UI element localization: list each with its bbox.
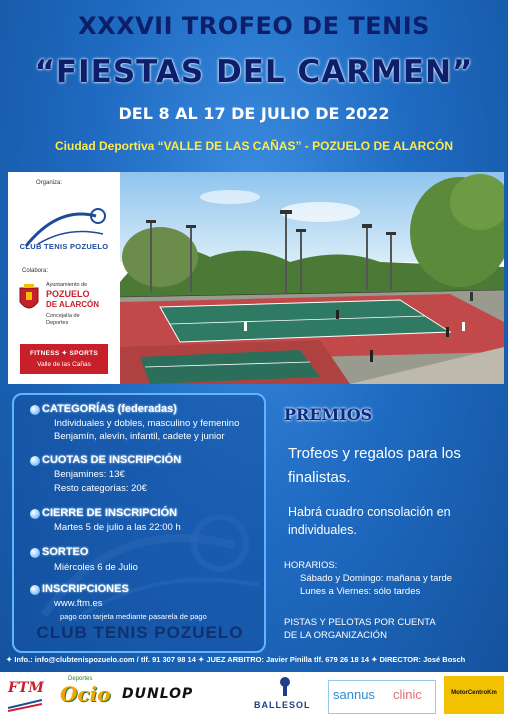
- ocio-logo: [56, 676, 112, 714]
- horarios-title: HORARIOS:: [284, 560, 338, 571]
- ftm-logo: [6, 676, 46, 714]
- sponsor-bar: [0, 672, 508, 718]
- contact-strip: [0, 650, 508, 672]
- payment-note: pago con tarjeta mediante pasarela de pago: [60, 612, 207, 621]
- coat-of-arms-icon: [18, 284, 40, 314]
- sorteo-title: SORTEO: [42, 546, 89, 558]
- ayto-line3: DE ALARCÓN: [46, 300, 100, 309]
- edition-heading: XXXVII TROFEO DE TENIS: [78, 12, 430, 40]
- ayto-line5: Deportes: [46, 320, 69, 326]
- ballesol-logo: [250, 676, 320, 714]
- pistas-line1: PISTAS Y PELOTAS POR CUENTA: [284, 617, 436, 628]
- main-title: “FIESTAS DEL CARMEN”: [34, 54, 474, 90]
- prize-line4: individuales.: [288, 523, 357, 537]
- colabora-label: Colabora:: [22, 268, 49, 274]
- dunlop-text: DUNLOP: [122, 686, 194, 702]
- clinic-text: clinic: [393, 687, 422, 702]
- ocio-sub: Deportes: [68, 676, 93, 682]
- premios-title: PREMIOS: [284, 405, 373, 424]
- dates-heading: DEL 8 AL 17 DE JULIO DE 2022: [118, 104, 390, 123]
- ayto-line1: Ayuntamiento de: [46, 282, 88, 288]
- sorteo-line1: Miércoles 6 de Julio: [54, 562, 138, 573]
- prize-line3: Habrá cuadro consolación en: [288, 505, 451, 519]
- dunlop-logo: [122, 676, 240, 714]
- motor-centro-text: MotorCentroKm: [451, 690, 497, 696]
- fitness-sports-logo: [20, 344, 108, 374]
- prize-line1: Trofeos y regalos para los: [288, 445, 461, 462]
- cuotas-title: CUOTAS DE INSCRIPCIÓN: [42, 454, 182, 466]
- inscripciones-title: INSCRIPCIONES: [42, 583, 129, 595]
- ballesol-text: BALLESOL: [254, 700, 311, 710]
- categorias-line2: Benjamín, alevín, infantil, cadete y junior: [54, 431, 225, 442]
- cuotas-line2: Resto categorías: 20€: [54, 483, 147, 494]
- venue-line: Ciudad Deportiva “VALLE DE LAS CAÑAS” - POZUELO DE ALARCÓN: [54, 139, 453, 153]
- organizer-column: [8, 172, 120, 384]
- ocio-text: Ocio: [60, 682, 111, 706]
- contact-text: ✦ Info.: info@clubtenispozuelo.com / tlf. 91 307 98 14 ✦ JUEZ ARBITRO: Javier Pinilla tlf. 679 26 18 14 ✦ DIRECTOR: José Bosch: [6, 655, 466, 664]
- horarios-line1: Sábado y Domingo: mañana y tarde: [300, 573, 453, 584]
- sannus-clinic-logo: [328, 680, 436, 714]
- ftm-text: FTM: [8, 680, 44, 696]
- club-name: CLUB TENIS POZUELO: [19, 242, 109, 251]
- tennis-courts-photo: [120, 172, 504, 384]
- fitness-line2: Valle de las Cañas: [37, 361, 91, 368]
- ayuntamiento-logo: [18, 280, 116, 330]
- categorias-line1: Individuales y dobles, masculino y femenino: [54, 418, 240, 429]
- horarios-line2: Lunes a Viernes: sólo tardes: [300, 586, 421, 597]
- photo-band: [8, 172, 504, 384]
- prize-line2: finalistas.: [288, 469, 351, 486]
- info-box: [12, 393, 266, 653]
- organiza-label: Organiza:: [36, 180, 63, 186]
- cierre-line1: Martes 5 de julio a las 22:00 h: [54, 522, 181, 533]
- cuotas-line1: Benjamines: 13€: [54, 469, 125, 480]
- club-footer-logo-text: CLUB TENIS POZUELO: [36, 623, 244, 642]
- ftm-lines-icon: [8, 698, 42, 712]
- motor-centro-logo: [444, 676, 504, 714]
- categorias-title: CATEGORÍAS (federadas): [42, 403, 177, 415]
- ayto-line4: Concejalía de: [46, 313, 80, 319]
- ballesol-mark-icon: [278, 676, 292, 696]
- cierre-title: CIERRE DE INSCRIPCIÓN: [42, 507, 178, 519]
- pistas-line2: DE LA ORGANIZACIÓN: [284, 630, 387, 641]
- sannus-text: sannus: [333, 687, 375, 702]
- fitness-line1: FITNESS ✦ SPORTS: [29, 350, 99, 357]
- ayto-line2: POZUELO: [46, 289, 90, 299]
- ftm-link[interactable]: www.ftm.es: [54, 598, 103, 609]
